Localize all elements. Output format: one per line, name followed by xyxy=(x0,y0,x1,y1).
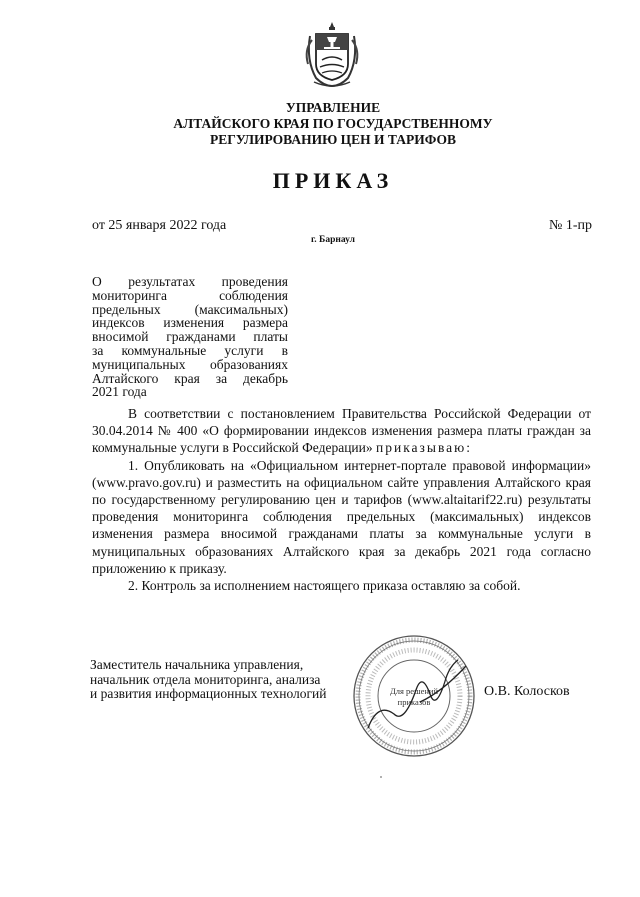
org-name-line1: УПРАВЛЕНИЕ xyxy=(285,100,381,115)
position-line: Заместитель начальника управления, xyxy=(90,657,304,672)
document-subject xyxy=(92,275,288,399)
org-name-line2: АЛТАЙСКОГО КРАЯ ПО ГОСУДАРСТВЕННОМУ xyxy=(173,116,493,131)
order-word: приказываю: xyxy=(376,440,472,456)
subject-line: индексов изменения размера xyxy=(92,315,288,331)
signatory-name: О.В. Колосков xyxy=(484,684,570,699)
document-number: № 1-пр xyxy=(548,218,592,233)
subject-line: Алтайского края за декабрь xyxy=(92,370,288,386)
subject-line: мониторинга соблюдения xyxy=(92,287,288,303)
coat-of-arms-emblem xyxy=(300,20,364,88)
subject-line: муниципальных образованиях xyxy=(92,356,288,372)
signatory-position xyxy=(90,658,327,702)
document-title: ПРИКАЗ xyxy=(272,168,394,193)
subject-line: за коммунальные услуги в xyxy=(92,342,288,358)
intro-text: В соответствии с постановлением Правительства Российской Федерации от 30.04.2014 № 400 «О формировании индексов изменения размера платы граждан за коммунальные услуги в Российской Федерации» xyxy=(92,406,591,456)
order-item-1: 1. Опубликовать на «Официальном интернет-портале правовой информации» (www.pravo.gov.ru) и разместить на официальном сайте управления Алтайского края по государственному регулированию цен и тарифов (www.altaitarif22.ru) результаты проведения мониторинга соблюдения предельных (максимальных) индексов изменения размера вносимой гражданами платы за коммунальные услуги в муниципальных образованиях Алтайского края за декабрь 2021 года согласно приложению к приказу. xyxy=(92,457,591,576)
subject-line: О результатах проведения xyxy=(92,274,288,289)
stamp-center-line1: Для решений xyxy=(389,686,439,696)
subject-line: предельных (максимальных) xyxy=(92,301,288,317)
subject-line: 2021 года xyxy=(92,384,147,400)
subject-line: вносимой гражданами платы xyxy=(92,329,288,345)
document-city: г. Барнаул xyxy=(311,235,355,245)
org-name-line3: РЕГУЛИРОВАНИЮ ЦЕН И ТАРИФОВ xyxy=(209,132,457,147)
document-body xyxy=(92,405,591,594)
official-stamp xyxy=(350,632,478,760)
scan-dot xyxy=(380,776,382,778)
position-line: начальник отдела мониторинга, анализа xyxy=(90,671,321,687)
order-item-2: 2. Контроль за исполнением настоящего приказа оставляю за собой. xyxy=(128,578,521,594)
document-date: от 25 января 2022 года xyxy=(92,218,227,233)
position-line: и развития информационных технологий xyxy=(90,686,327,702)
intro-paragraph xyxy=(92,405,591,457)
stamp-center-line2: приказов xyxy=(397,697,431,707)
